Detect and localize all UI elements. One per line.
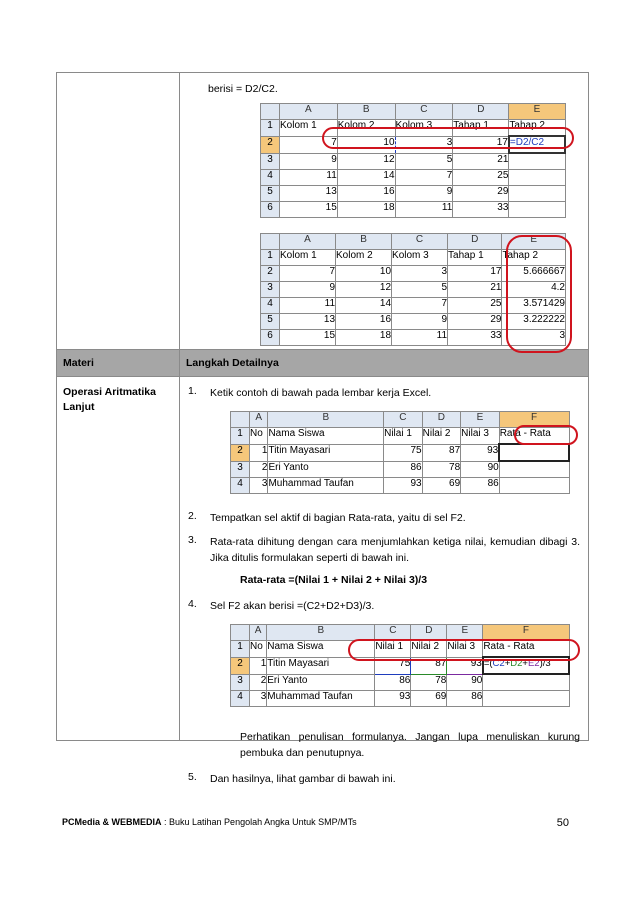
col-header: C bbox=[384, 412, 423, 428]
cell: Tahap 2 bbox=[502, 250, 566, 266]
spreadsheet-1 bbox=[260, 103, 566, 218]
cell: No bbox=[250, 641, 267, 658]
cell: 13 bbox=[280, 186, 338, 202]
row-header: 4 bbox=[231, 691, 250, 707]
cell: 93 bbox=[447, 657, 483, 674]
cell: 15 bbox=[280, 330, 336, 346]
cell: No bbox=[250, 428, 268, 445]
cell: Nama Siswa bbox=[267, 641, 375, 658]
cell: Muhammad Taufan bbox=[268, 478, 384, 494]
col-header: D bbox=[422, 412, 461, 428]
cell: 4.2 bbox=[502, 282, 566, 298]
cell: 87 bbox=[422, 444, 461, 461]
step-number: 5. bbox=[188, 771, 197, 783]
cell: 33 bbox=[448, 330, 502, 346]
row-header: 3 bbox=[261, 282, 280, 298]
row-header: 3 bbox=[231, 674, 250, 691]
col-header: B bbox=[337, 104, 395, 120]
row-header: 6 bbox=[261, 202, 280, 218]
cell: Nilai 2 bbox=[422, 428, 461, 445]
row-header: 2 bbox=[261, 266, 280, 282]
row-header: 3 bbox=[231, 461, 250, 478]
corner-cell bbox=[261, 104, 280, 120]
cell: Kolom 2 bbox=[336, 250, 392, 266]
cell bbox=[499, 461, 569, 478]
cell: Kolom 3 bbox=[392, 250, 448, 266]
col-header: A bbox=[280, 234, 336, 250]
cell: 12 bbox=[336, 282, 392, 298]
col-header: F bbox=[499, 412, 569, 428]
cell: 7 bbox=[395, 170, 453, 186]
cell: Eri Yanto bbox=[268, 461, 384, 478]
cell bbox=[509, 202, 565, 218]
cell: 9 bbox=[280, 153, 338, 170]
cell: 7 bbox=[392, 298, 448, 314]
col-header: A bbox=[250, 412, 268, 428]
cell: Nama Siswa bbox=[268, 428, 384, 445]
cell: 3 bbox=[502, 330, 566, 346]
step-text: Rata-rata dihitung dengan cara menjumlahkan ketiga nilai, kemudian dibagi 3. Jika ditulis formulakan seperti di bawah ini. bbox=[210, 536, 580, 564]
step-text: Ketik contoh di bawah pada lembar kerja Excel. bbox=[210, 387, 432, 399]
cell: 13 bbox=[280, 314, 336, 330]
row-header: 1 bbox=[231, 428, 250, 445]
cell: 93 bbox=[461, 444, 500, 461]
cell: Rata - Rata bbox=[483, 641, 569, 658]
continuation-cell bbox=[180, 73, 589, 350]
row-header: 2 bbox=[231, 657, 250, 674]
row-header: 2 bbox=[231, 444, 250, 461]
cell: Tahap 1 bbox=[448, 250, 502, 266]
cell: 5.666667 bbox=[502, 266, 566, 282]
cell: Kolom 1 bbox=[280, 120, 338, 137]
cell: 86 bbox=[447, 691, 483, 707]
cell: 87 bbox=[411, 657, 447, 674]
cell: 7 bbox=[280, 136, 338, 153]
cell: 78 bbox=[411, 674, 447, 691]
cell: 18 bbox=[336, 330, 392, 346]
footer-title: PCMedia & WEBMEDIA : Buku Latihan Pengolah Angka Untuk SMP/MTs bbox=[62, 817, 357, 827]
col-header: D bbox=[453, 104, 509, 120]
page-number: 50 bbox=[556, 817, 569, 829]
cell: 17 bbox=[448, 266, 502, 282]
step-text: Dan hasilnya, lihat gambar di bawah ini. bbox=[210, 773, 396, 785]
cell: Nilai 1 bbox=[375, 641, 411, 658]
corner-cell bbox=[231, 625, 250, 641]
cell: Kolom 3 bbox=[395, 120, 453, 137]
cell: 1 bbox=[250, 444, 268, 461]
cell bbox=[483, 674, 569, 691]
row-header: 1 bbox=[231, 641, 250, 658]
cell: 86 bbox=[384, 461, 423, 478]
col-header: C bbox=[375, 625, 411, 641]
cell: Nilai 3 bbox=[447, 641, 483, 658]
cell: Tahap 2 bbox=[509, 120, 565, 137]
cell: 18 bbox=[337, 202, 395, 218]
row-header: 2 bbox=[261, 136, 280, 153]
cell: 93 bbox=[384, 478, 423, 494]
cell: 90 bbox=[461, 461, 500, 478]
col-header: A bbox=[280, 104, 338, 120]
cell: 5 bbox=[392, 282, 448, 298]
row-header: 6 bbox=[261, 330, 280, 346]
cell: 11 bbox=[392, 330, 448, 346]
cell: Tahap 1 bbox=[453, 120, 509, 137]
cell: 16 bbox=[337, 186, 395, 202]
col-header: E bbox=[502, 234, 566, 250]
cell: 11 bbox=[395, 202, 453, 218]
note-text: Perhatikan penulisan formulanya. Jangan lupa menuliskan kurung pembuka dan penutupnya. bbox=[240, 731, 580, 759]
cell: 15 bbox=[280, 202, 338, 218]
cell: 29 bbox=[453, 186, 509, 202]
col-header: B bbox=[336, 234, 392, 250]
cell: 11 bbox=[280, 298, 336, 314]
formula-text: Rata-rata =(Nilai 1 + Nilai 2 + Nilai 3)/3 bbox=[240, 574, 428, 586]
cell: 69 bbox=[422, 478, 461, 494]
formula-cell: =(C2+D2+E2)/3 bbox=[483, 657, 569, 674]
cell: 17 bbox=[453, 136, 509, 153]
col-header: B bbox=[268, 412, 384, 428]
col-header: D bbox=[411, 625, 447, 641]
active-cell bbox=[499, 444, 569, 461]
cell: 3.222222 bbox=[502, 314, 566, 330]
cell: 9 bbox=[392, 314, 448, 330]
cell: 3 bbox=[250, 478, 268, 494]
col-header: E bbox=[509, 104, 565, 120]
cell: 3.571429 bbox=[502, 298, 566, 314]
cell bbox=[483, 691, 569, 707]
highlight-ring bbox=[322, 127, 574, 149]
cell bbox=[509, 170, 565, 186]
step-text: Sel F2 akan berisi =(C2+D2+D3)/3. bbox=[210, 600, 375, 612]
cell: 2 bbox=[250, 674, 267, 691]
cell: 9 bbox=[280, 282, 336, 298]
header-materi: Materi bbox=[57, 350, 180, 377]
cell: 2 bbox=[250, 461, 268, 478]
intro-text: berisi = D2/C2. bbox=[208, 83, 278, 95]
col-header: C bbox=[392, 234, 448, 250]
step-number: 2. bbox=[188, 510, 197, 522]
cell: Muhammad Taufan bbox=[267, 691, 375, 707]
header-langkah: Langkah Detailnya bbox=[180, 350, 589, 377]
row-header: 5 bbox=[261, 186, 280, 202]
col-header: E bbox=[447, 625, 483, 641]
highlight-ring bbox=[506, 235, 572, 353]
col-header: B bbox=[267, 625, 375, 641]
cell: 33 bbox=[453, 202, 509, 218]
step-number: 4. bbox=[188, 598, 197, 610]
topic-label: Operasi Aritmatika Lanjut bbox=[63, 386, 156, 413]
cell: 21 bbox=[453, 153, 509, 170]
cell: 21 bbox=[448, 282, 502, 298]
cell: Eri Yanto bbox=[267, 674, 375, 691]
steps-cell bbox=[180, 377, 589, 785]
cell: 3 bbox=[392, 266, 448, 282]
col-header: F bbox=[483, 625, 569, 641]
cell: 9 bbox=[395, 186, 453, 202]
cell: 29 bbox=[448, 314, 502, 330]
cell: 16 bbox=[336, 314, 392, 330]
row-header: 4 bbox=[261, 298, 280, 314]
cell: 7 bbox=[280, 266, 336, 282]
cell: 78 bbox=[422, 461, 461, 478]
row-header: 3 bbox=[261, 153, 280, 170]
step-text: Tempatkan sel aktif di bagian Rata-rata, yaitu di sel F2. bbox=[210, 512, 466, 524]
cell: 25 bbox=[453, 170, 509, 186]
corner-cell bbox=[231, 412, 250, 428]
empty-cell bbox=[57, 73, 180, 350]
cell: 10 bbox=[336, 266, 392, 282]
cell: 14 bbox=[336, 298, 392, 314]
row-header: 4 bbox=[231, 478, 250, 494]
cell: 90 bbox=[447, 674, 483, 691]
highlight-ring bbox=[514, 425, 578, 445]
cell: 10 bbox=[337, 136, 395, 153]
step-number: 3. bbox=[188, 534, 197, 546]
step-number: 1. bbox=[188, 385, 197, 397]
cell: Kolom 2 bbox=[337, 120, 395, 137]
corner-cell bbox=[261, 234, 280, 250]
spreadsheet-4 bbox=[230, 624, 580, 707]
cell: 3 bbox=[250, 691, 267, 707]
col-header: C bbox=[395, 104, 453, 120]
highlight-ring bbox=[348, 639, 580, 661]
cell bbox=[499, 478, 569, 494]
cell: Titin Mayasari bbox=[268, 444, 384, 461]
cell: Rata - Rata bbox=[499, 428, 569, 445]
cell: 12 bbox=[337, 153, 395, 170]
cell: 69 bbox=[411, 691, 447, 707]
row-header: 4 bbox=[261, 170, 280, 186]
cell: 86 bbox=[461, 478, 500, 494]
cell: Nilai 1 bbox=[384, 428, 423, 445]
cell bbox=[509, 153, 565, 170]
spreadsheet-3 bbox=[230, 411, 580, 494]
cell: 86 bbox=[375, 674, 411, 691]
cell: 75 bbox=[375, 657, 411, 674]
cell: 5 bbox=[395, 153, 453, 170]
row-header: 5 bbox=[261, 314, 280, 330]
col-header: A bbox=[250, 625, 267, 641]
row-header: 1 bbox=[261, 250, 280, 266]
cell: 1 bbox=[250, 657, 267, 674]
content-table bbox=[56, 72, 589, 785]
cell: Titin Mayasari bbox=[267, 657, 375, 674]
cell: Nilai 3 bbox=[461, 428, 500, 445]
cell: 75 bbox=[384, 444, 423, 461]
page-footer bbox=[62, 817, 569, 829]
topic-cell bbox=[57, 377, 180, 741]
cell: Nilai 2 bbox=[411, 641, 447, 658]
cell: Kolom 1 bbox=[280, 250, 336, 266]
col-header: E bbox=[461, 412, 500, 428]
row-header: 1 bbox=[261, 120, 280, 137]
cell: 11 bbox=[280, 170, 338, 186]
cell: 93 bbox=[375, 691, 411, 707]
col-header: D bbox=[448, 234, 502, 250]
cell: 3 bbox=[395, 136, 453, 153]
cell bbox=[509, 186, 565, 202]
cell: 14 bbox=[337, 170, 395, 186]
cell: 25 bbox=[448, 298, 502, 314]
formula-cell: =D2/C2 bbox=[509, 136, 565, 153]
